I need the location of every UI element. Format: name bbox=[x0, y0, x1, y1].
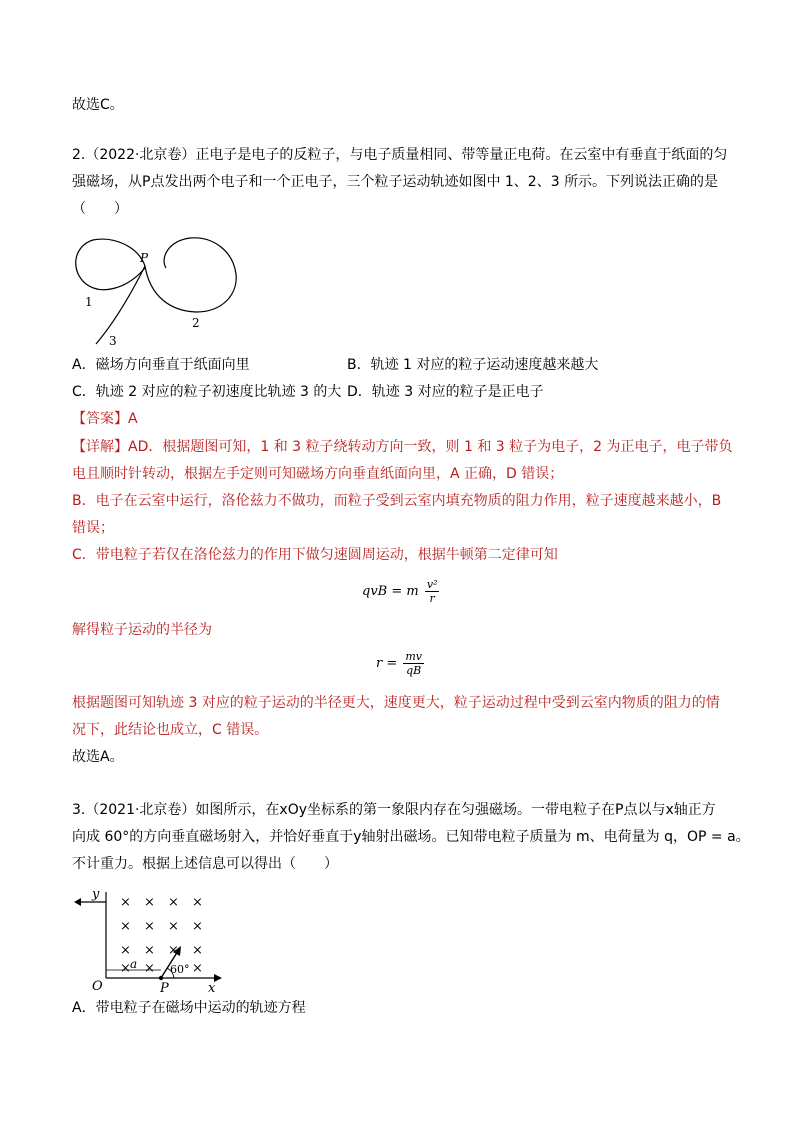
label-1: 1 bbox=[85, 295, 93, 309]
field-cross: × bbox=[144, 895, 155, 910]
q3-stem-line1: 3.（2021·北京卷）如图所示，在xOy坐标系的第一象限内存在匀强磁场。一带电粒子在P点以与x轴正方 bbox=[72, 802, 716, 818]
conclusion-c: 故选C。 bbox=[72, 97, 124, 113]
label-p: P bbox=[140, 251, 149, 265]
eq1-fraction bbox=[425, 578, 440, 605]
q2-detail-line1: 【详解】AD．根据题图可知，1 和 3 粒子绕转动方向一致，则 1 和 3 粒子为电子，2 为正电子，电子带负 bbox=[72, 439, 733, 455]
q3-magnetic-field-figure bbox=[66, 878, 236, 996]
trajectory-2 bbox=[145, 238, 236, 312]
eq2-lhs: r = bbox=[376, 656, 402, 671]
field-cross: × bbox=[168, 895, 179, 910]
q2-option-a: A．磁场方向垂直于纸面向里 bbox=[72, 357, 250, 373]
field-cross: × bbox=[144, 943, 155, 958]
q2-conclusion: 故选A。 bbox=[72, 749, 124, 765]
field-cross: × bbox=[192, 961, 203, 976]
field-cross: × bbox=[120, 943, 131, 958]
label-2: 2 bbox=[192, 316, 200, 330]
eq2-fraction bbox=[403, 650, 424, 677]
field-cross: × bbox=[120, 919, 131, 934]
q2-detail-line2: 电且顺时针转动，根据左手定则可知磁场方向垂直纸面向里，A 正确，D 错误； bbox=[72, 466, 564, 482]
eq1-numerator: v² bbox=[426, 578, 438, 591]
field-cross: × bbox=[192, 895, 203, 910]
field-cross: × bbox=[168, 919, 179, 934]
trajectory-1 bbox=[76, 239, 145, 290]
field-cross: × bbox=[144, 961, 155, 976]
field-cross: × bbox=[192, 919, 203, 934]
q3-option-a: A．带电粒子在磁场中运动的轨迹方程 bbox=[72, 1000, 306, 1016]
equation-radius bbox=[376, 650, 424, 677]
q2-answer: 【答案】A bbox=[72, 411, 138, 427]
q2-option-c: C．轨迹 2 对应的粒子初速度比轨迹 3 的大 bbox=[72, 384, 342, 400]
equation-force bbox=[362, 578, 439, 605]
field-cross: × bbox=[192, 943, 203, 958]
field-cross: × bbox=[168, 943, 179, 958]
q2-option-d: D．轨迹 3 对应的粒子是正电子 bbox=[347, 384, 544, 400]
eq2-denominator: qB bbox=[406, 664, 422, 677]
q2-stem-line1: 2.（2022·北京卷）正电子是电子的反粒子，与电子质量相同、带等量正电荷。在云室中有垂直于纸面的匀 bbox=[72, 147, 728, 163]
label-a: a bbox=[130, 957, 138, 971]
q2-detail-line7: 况下，此结论也成立，C 错误。 bbox=[72, 722, 269, 738]
field-cross: × bbox=[144, 919, 155, 934]
q2-bracket: （ ） bbox=[72, 201, 128, 217]
label-y: y bbox=[92, 887, 100, 902]
label-p: P bbox=[160, 981, 169, 996]
radius-intro: 解得粒子运动的半径为 bbox=[72, 622, 212, 638]
field-cross: × bbox=[120, 895, 131, 910]
field-cross: × bbox=[120, 961, 131, 976]
label-x: x bbox=[208, 981, 216, 996]
eq1-denominator: r bbox=[429, 592, 435, 605]
eq1-lhs: qvB = m bbox=[362, 584, 419, 599]
q2-trajectory-figure bbox=[68, 226, 248, 348]
eq2-numerator: mv bbox=[405, 650, 423, 663]
q2-stem-line2: 强磁场，从P点发出两个电子和一个正电子，三个粒子运动轨迹如图中 1、2、3 所示。下列说法正确的是 bbox=[72, 174, 719, 190]
trajectory-3 bbox=[96, 266, 145, 344]
q3-stem-line2: 向成 60°的方向垂直磁场射入，并恰好垂直于y轴射出磁场。已知带电粒子质量为 m、电荷量为 q，OP = a。 bbox=[72, 829, 750, 845]
label-o: O bbox=[92, 979, 103, 994]
q2-option-b: B．轨迹 1 对应的粒子运动速度越来越大 bbox=[347, 357, 599, 373]
label-3: 3 bbox=[109, 334, 117, 348]
q2-detail-line6: 根据题图可知轨迹 3 对应的粒子运动的半径更大，速度更大，粒子运动过程中受到云室内物质的阻力的情 bbox=[72, 695, 720, 711]
q2-detail-line5: C．带电粒子若仅在洛伦兹力的作用下做匀速圆周运动，根据牛顿第二定律可知 bbox=[72, 547, 558, 563]
q2-detail-line3: B．电子在云室中运行，洛伦兹力不做功，而粒子受到云室内填充物质的阻力作用，粒子速度越来越小，B bbox=[72, 493, 722, 509]
q2-detail-line4: 错误； bbox=[72, 520, 114, 536]
label-angle: 60° bbox=[170, 963, 190, 976]
q3-stem-line3: 不计重力。根据上述信息可以得出（ ） bbox=[72, 856, 338, 872]
